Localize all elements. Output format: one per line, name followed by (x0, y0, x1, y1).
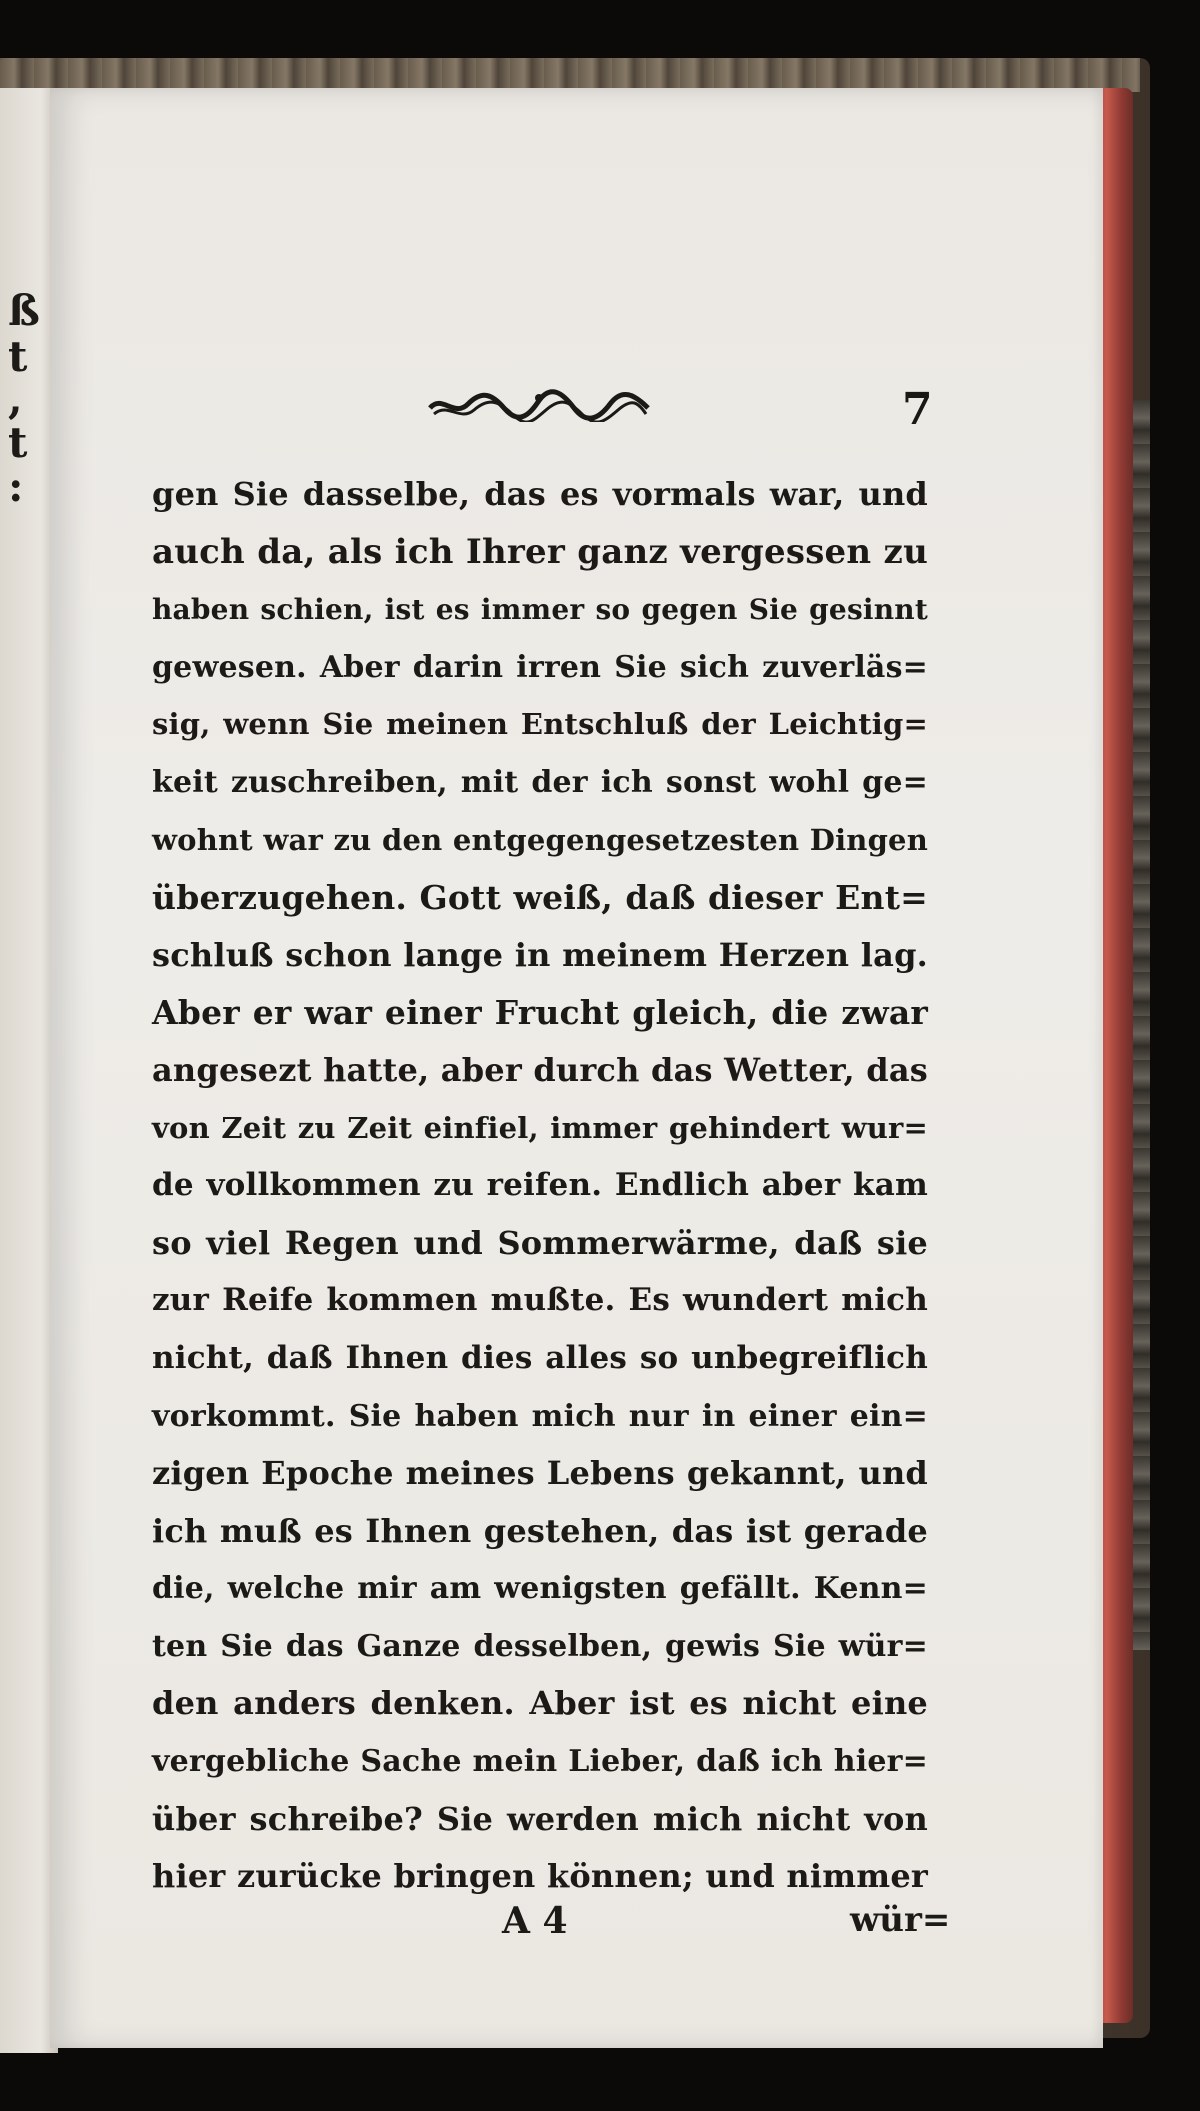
text-line: angesezt hatte, aber durch das Wetter, das (152, 1050, 928, 1089)
text-line: von Zeit zu Zeit einfiel, immer gehindert wur= (152, 1110, 928, 1145)
text-line: überzugehen. Gott weiß, daß dieser Ent= (152, 878, 928, 918)
text-line: zigen Epoche meines Lebens gekannt, und (152, 1454, 928, 1493)
text-line: zur Reife kommen mußte. Es wundert mich (152, 1282, 928, 1319)
left-page-fragment: t (8, 418, 28, 467)
ornament-icon (428, 388, 650, 422)
left-page-fragment: , (8, 374, 23, 423)
text-line: gewesen. Aber darin irren Sie sich zuverläs= (152, 649, 928, 685)
catchword: wür= (850, 1900, 951, 1940)
cover-spine-strip (0, 58, 1140, 92)
text-line: sig, wenn Sie meinen Entschluß der Leichtig= (152, 707, 928, 742)
text-line: haben schien, ist es immer so gegen Sie gesinnt (152, 593, 928, 627)
text-line: vorkommt. Sie haben mich nur in einer ein= (152, 1398, 928, 1434)
book-page (50, 88, 1103, 2048)
text-line: den anders denken. Aber ist es nicht eine (152, 1684, 928, 1723)
left-page-fragment: t (8, 332, 28, 381)
left-page-fragment: ß (8, 286, 40, 335)
text-line: hier zurücke bringen können; und nimmer (152, 1857, 928, 1896)
text-line: so viel Regen und Sommerwärme, daß sie (152, 1223, 928, 1262)
text-line: über schreibe? Sie werden mich nicht von (152, 1799, 928, 1838)
page-text (152, 466, 928, 1906)
left-page-fragment: : (8, 462, 24, 511)
page-number: 7 (902, 384, 933, 435)
text-line: Aber er war einer Frucht gleich, die zwar (152, 993, 928, 1033)
signature-mark: A 4 (502, 1900, 568, 1942)
text-line: wohnt war zu den entgegengesetzesten Dingen (152, 822, 928, 857)
text-line: de vollkommen zu reifen. Endlich aber kam (152, 1167, 928, 1204)
text-line: keit zuschreiben, mit der ich sonst wohl ge= (152, 764, 928, 800)
text-line: gen Sie dasselbe, das es vormals war, und (152, 475, 928, 513)
text-line: ten Sie das Ganze desselben, gewis Sie wür= (152, 1628, 928, 1664)
text-line: nicht, daß Ihnen dies alles so unbegreiflich (152, 1339, 928, 1376)
text-line: ich muß es Ihnen gestehen, das ist gerade (152, 1511, 928, 1550)
text-line: die, welche mir am wenigsten gefällt. Kenn= (152, 1571, 928, 1607)
text-line: schluß schon lange in meinem Herzen lag. (152, 935, 928, 974)
text-line: vergebliche Sache mein Lieber, daß ich hier= (152, 1744, 928, 1780)
text-line: auch da, als ich Ihrer ganz vergessen zu (152, 531, 928, 572)
